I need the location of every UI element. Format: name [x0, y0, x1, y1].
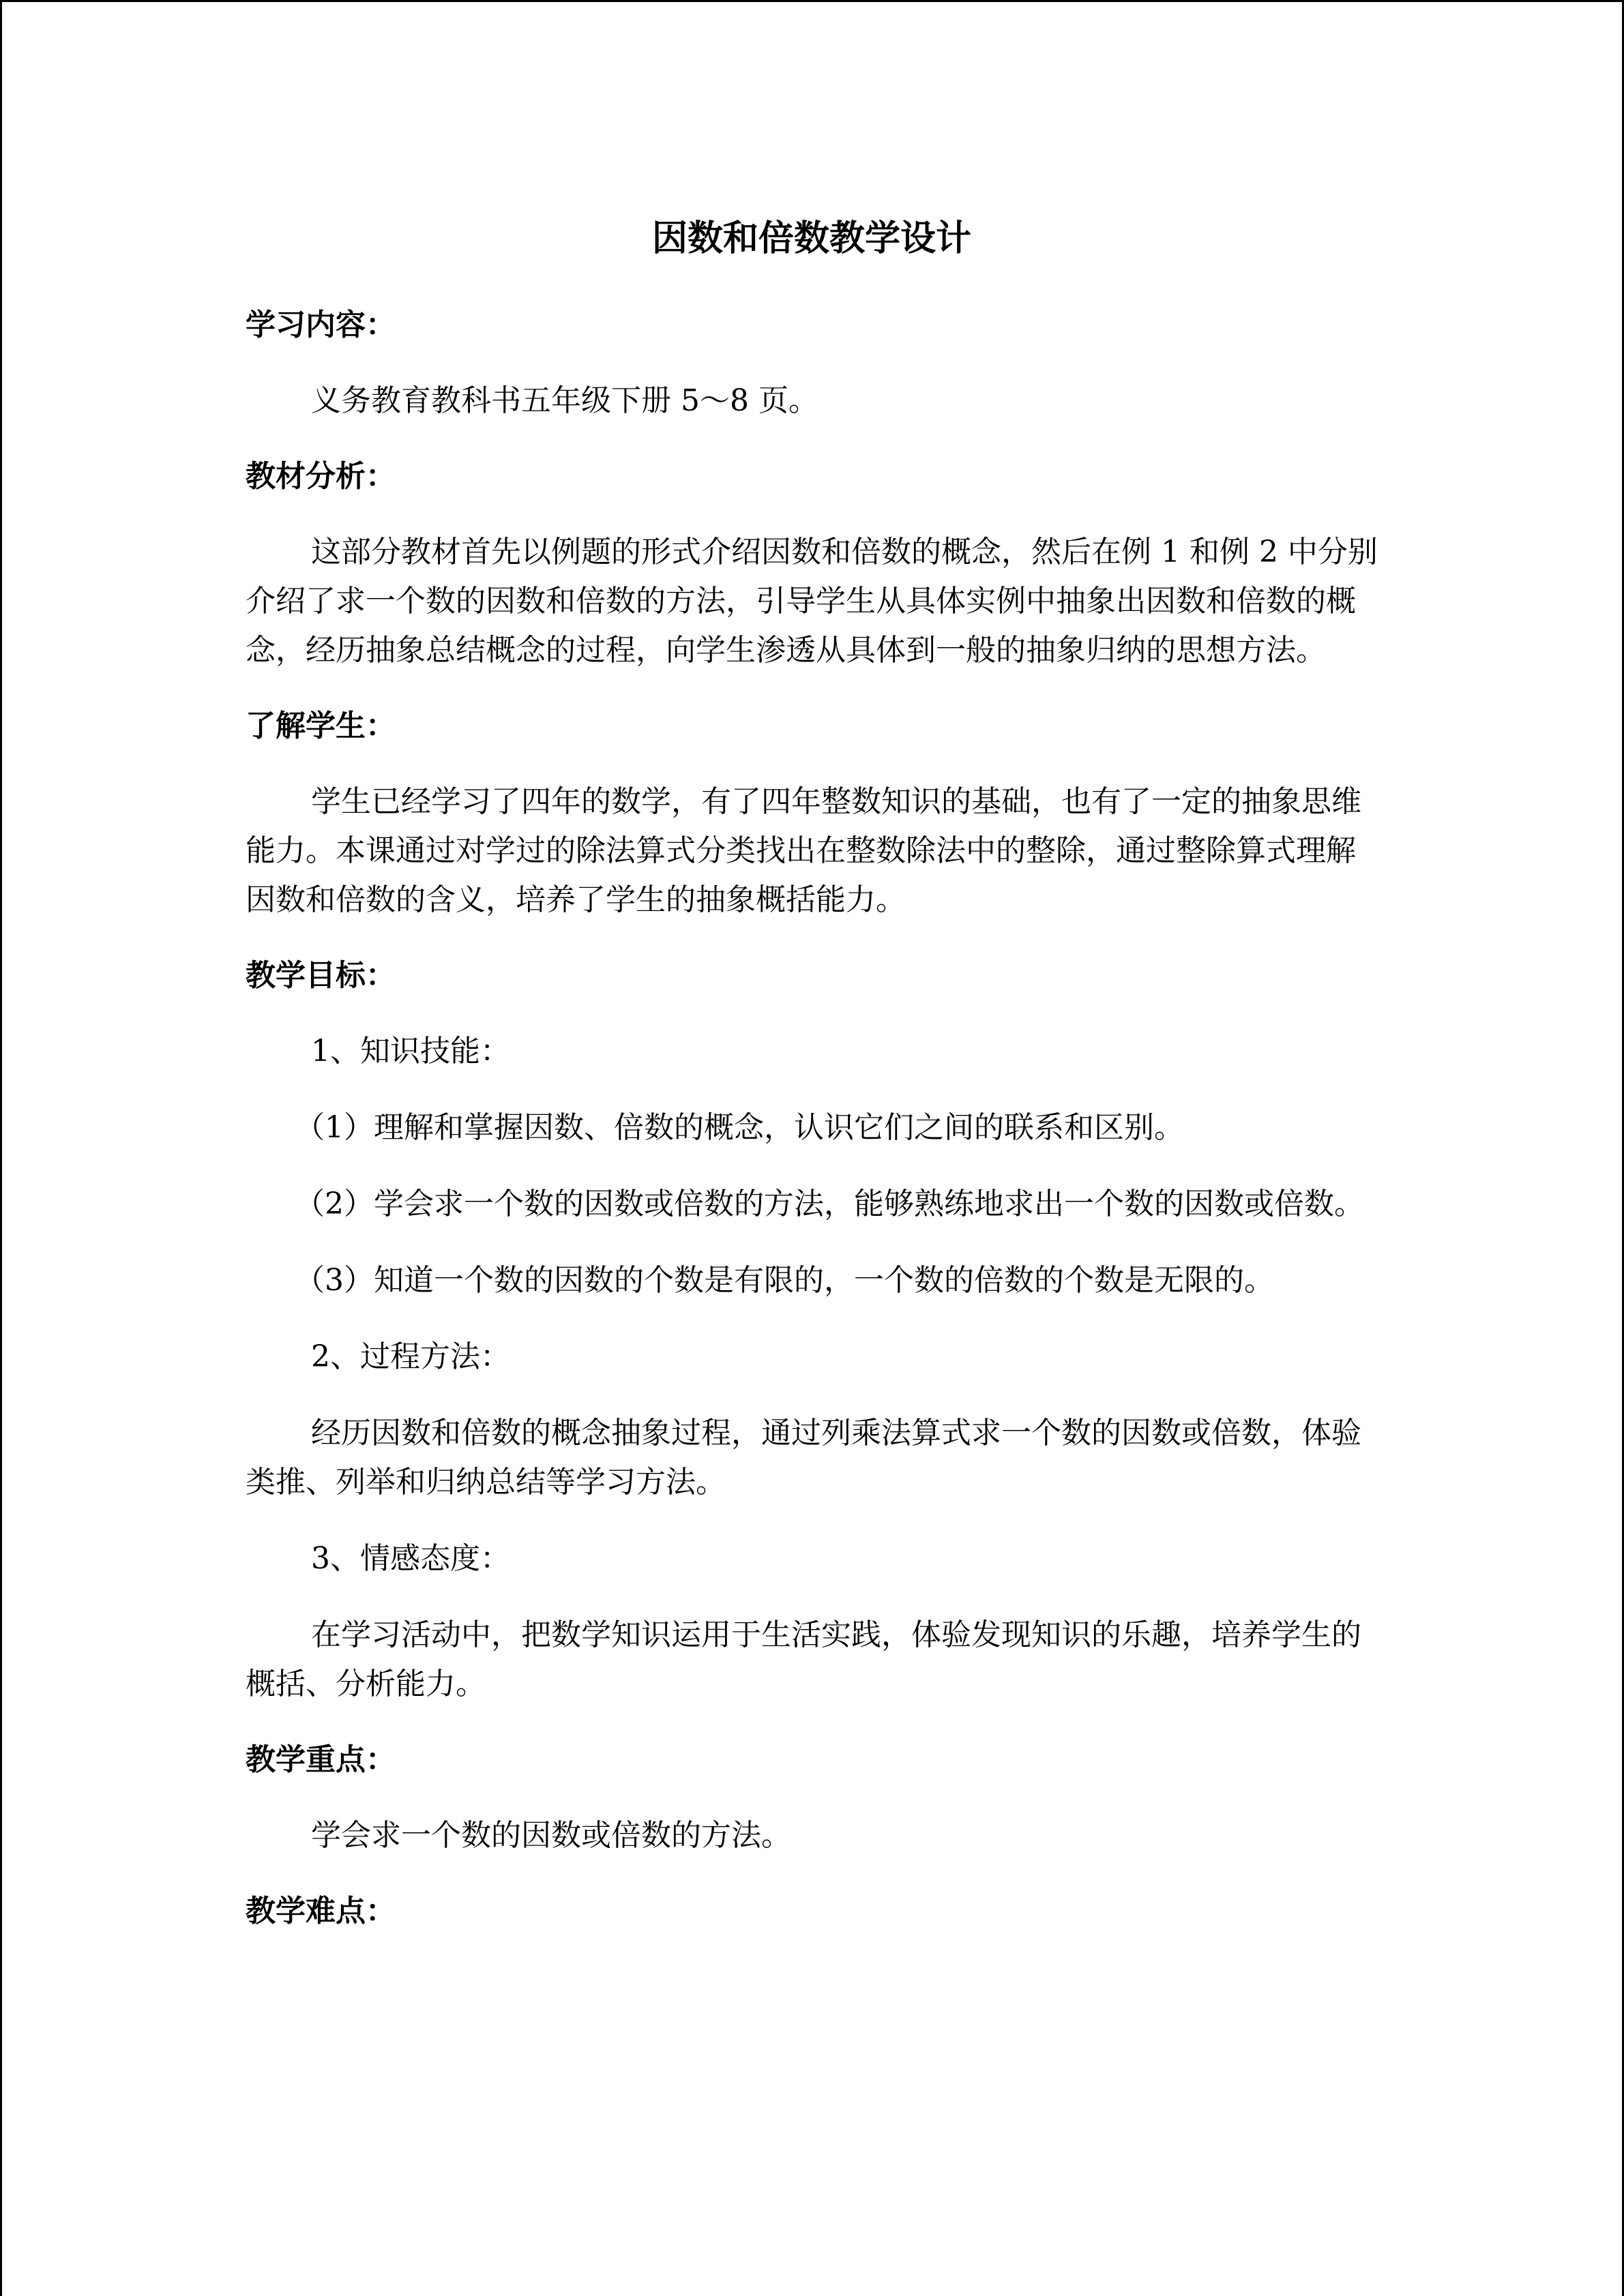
section-heading-difficulties: 教学难点：	[246, 1894, 396, 1928]
section-body-key-points: 学会求一个数的因数或倍数的方法。	[311, 1818, 791, 1853]
goal-subitem-1: （1）理解和掌握因数、倍数的概念，认识它们之间的联系和区别。	[295, 1110, 1184, 1145]
goal-item-emotion-attitude: 3、情感态度：	[311, 1541, 510, 1576]
goal-subitem-2: （2）学会求一个数的因数或倍数的方法，能够熟练地求出一个数的因数或倍数。	[295, 1187, 1364, 1221]
goal-item-knowledge-skills: 1、知识技能：	[311, 1034, 510, 1069]
section-heading-learning-content: 学习内容：	[246, 308, 396, 342]
document-title: 因数和倍数教学设计	[651, 218, 971, 259]
section-heading-know-students: 了解学生：	[246, 709, 396, 743]
document-body	[246, 211, 1378, 1963]
goal-process-methods-body: 经历因数和倍数的概念抽象过程，通过列乘法算式求一个数的因数或倍数，体验类推、列举和归纳总结等学习方法。	[246, 1416, 1361, 1500]
section-heading-material-analysis: 教材分析：	[246, 459, 396, 494]
section-body-know-students: 学生已经学习了四年的数学，有了四年整数知识的基础，也有了一定的抽象思维能力。本课通过对学过的除法算式分类找出在整数除法中的整除，通过整除算式理解因数和倍数的含义，培养了学生的抽象概括能力。	[246, 784, 1361, 917]
section-body-learning-content: 义务教育教科书五年级下册 5～8 页。	[311, 383, 818, 418]
section-body-material-analysis: 这部分教材首先以例题的形式介绍因数和倍数的概念，然后在例 1 和例 2 中分别介绍了求一个数的因数和倍数的方法，引导学生从具体实例中抽象出因数和倍数的概念，经历抽象总结概念的过程，向学生渗透从具体到一般的抽象归纳的思想方法。	[246, 535, 1378, 668]
section-heading-key-points: 教学重点：	[246, 1742, 396, 1777]
goal-emotion-attitude-body: 在学习活动中，把数学知识运用于生活实践，体验发现知识的乐趣，培养学生的概括、分析能力。	[246, 1617, 1361, 1701]
goal-item-process-methods: 2、过程方法：	[311, 1339, 510, 1374]
goal-subitem-3: （3）知道一个数的因数的个数是有限的，一个数的倍数的个数是无限的。	[295, 1263, 1274, 1298]
section-heading-teaching-goals: 教学目标：	[246, 958, 396, 993]
